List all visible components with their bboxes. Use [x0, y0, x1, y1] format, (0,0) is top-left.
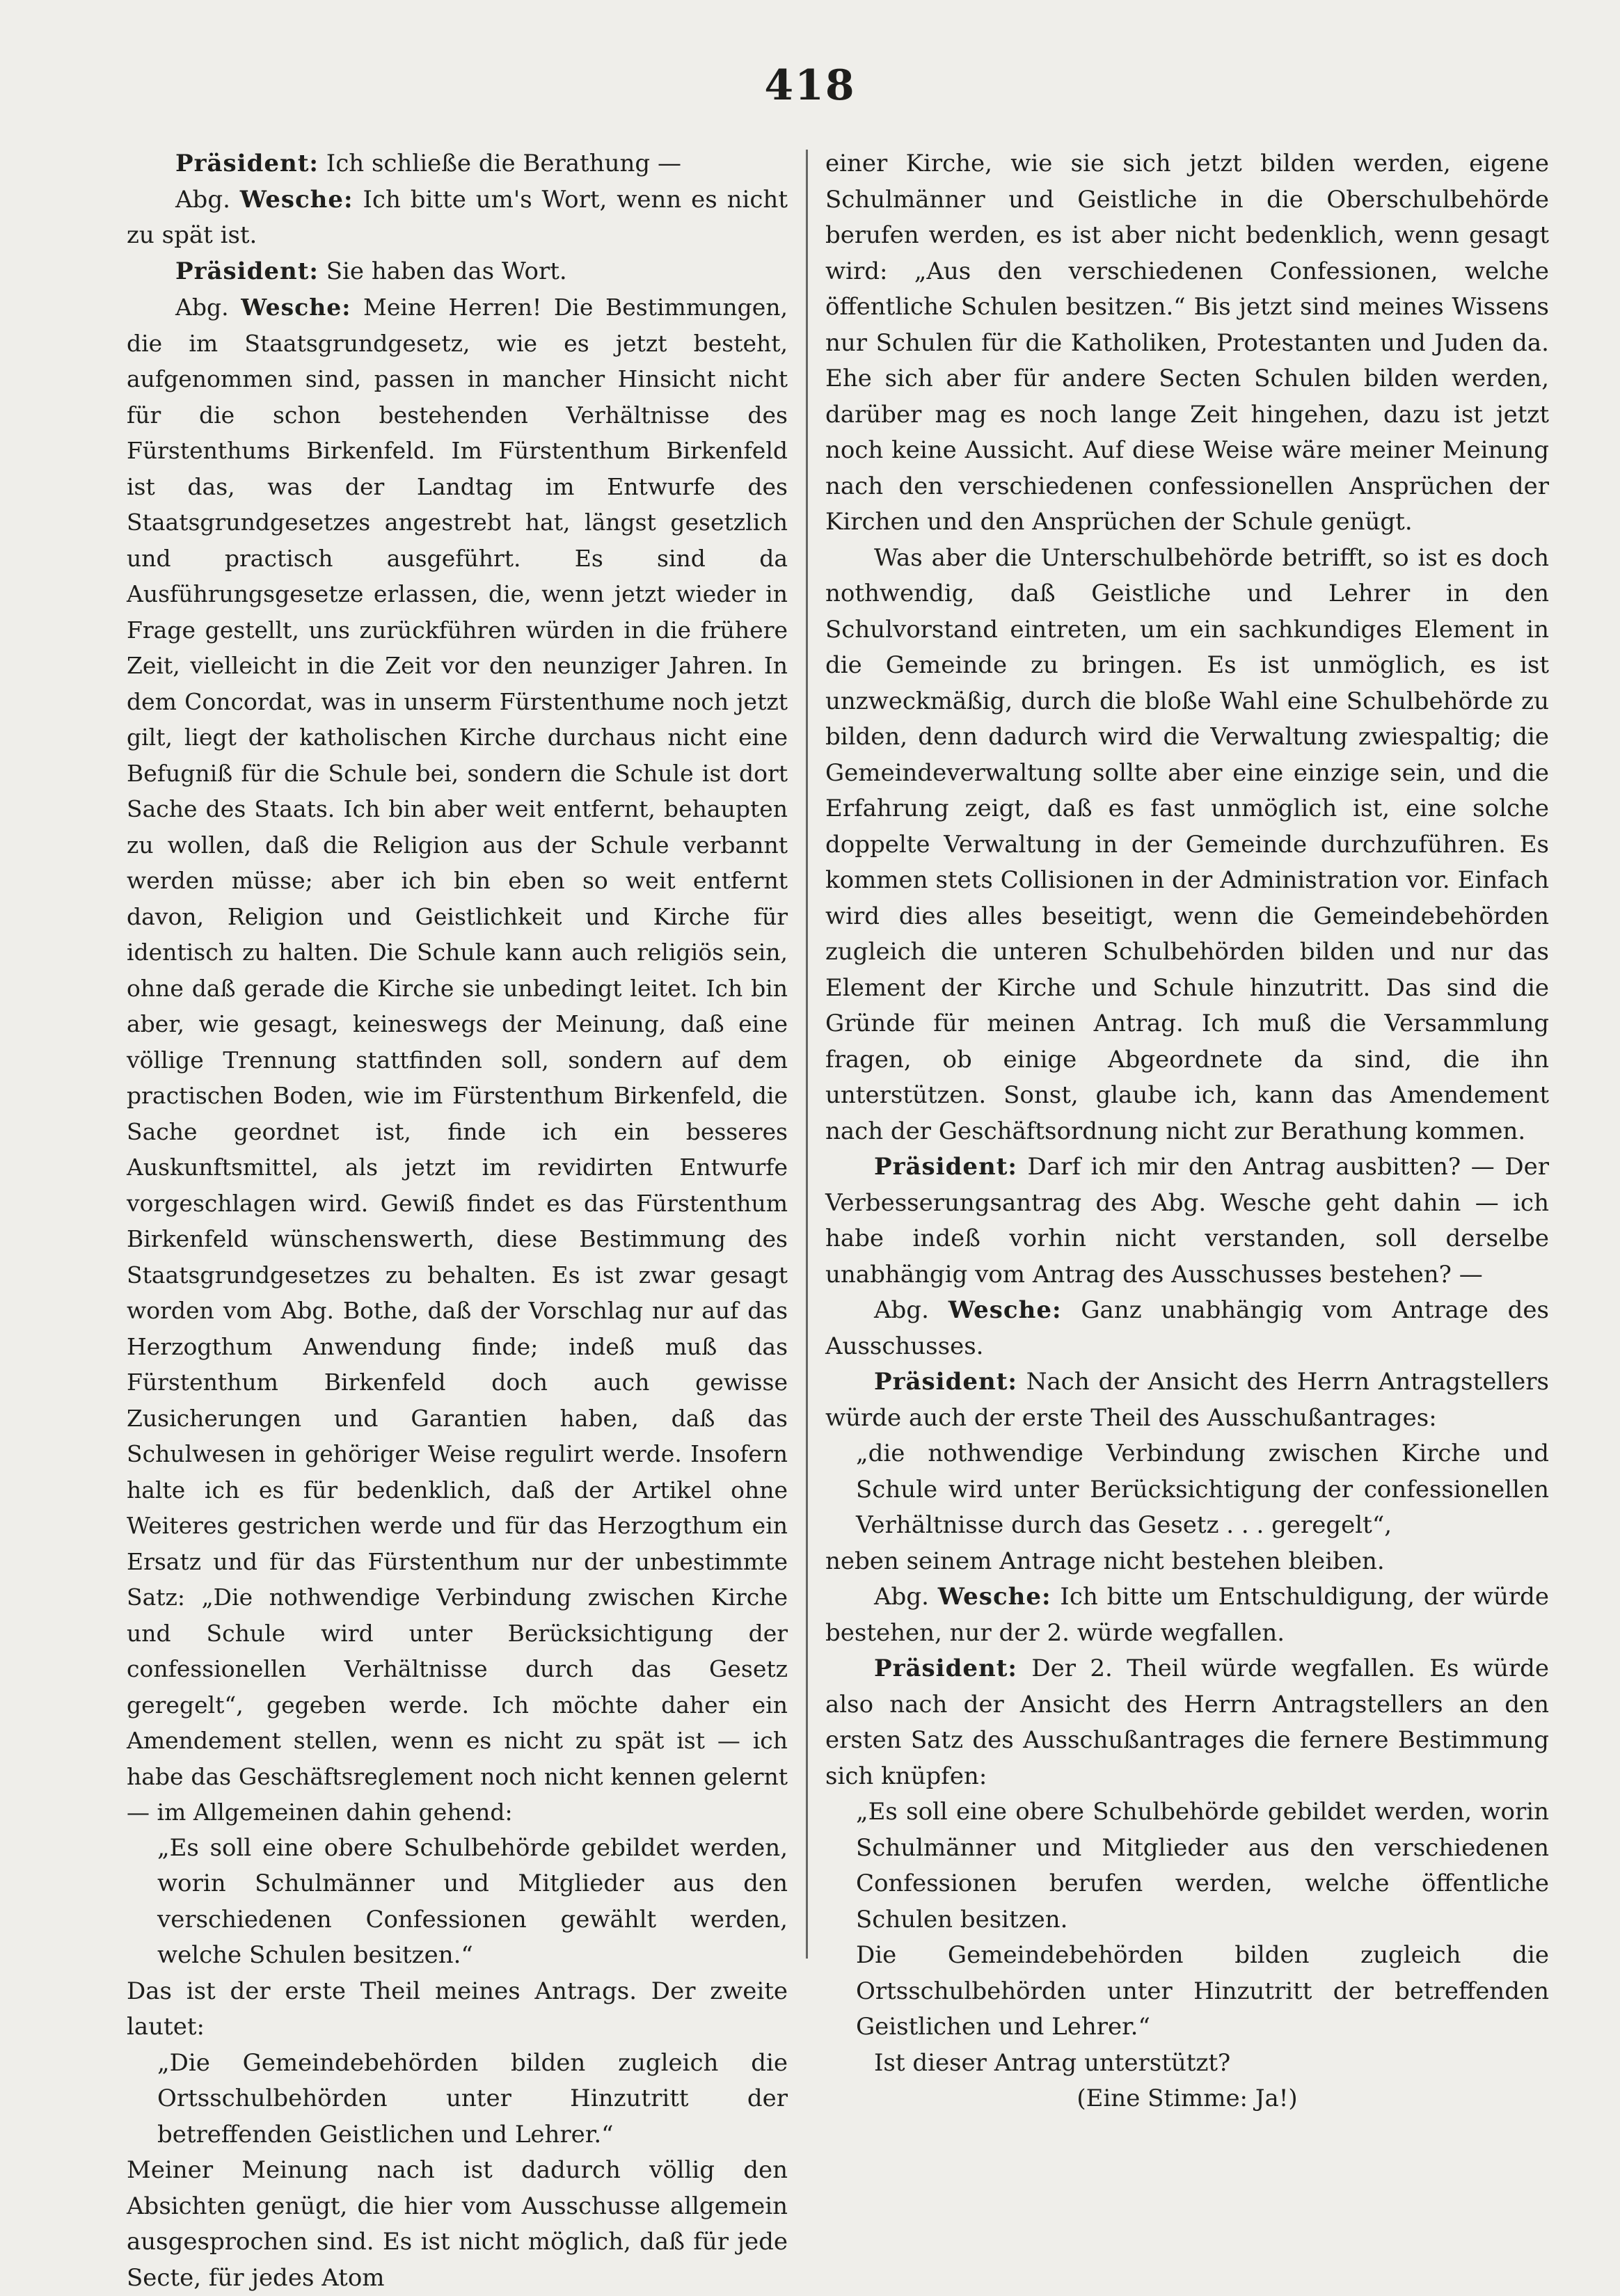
- paragraph: [825, 1579, 1549, 1651]
- paragraph: [127, 182, 788, 254]
- speaker-name: Präsident:: [175, 150, 319, 177]
- speaker-name: Wesche:: [948, 1296, 1062, 1324]
- quoted-amendment: „Die Gemeindebehörden bilden zugleich die Ortsschulbehörden unter Hinzutritt der betreffenden Geistlichen und Lehrer.“: [157, 2048, 788, 2148]
- page-number: 418: [764, 61, 856, 110]
- speech-text: Der 2. Theil würde wegfallen. Es würde also nach der Ansicht des Herrn Antragstellers an den ersten Satz des Ausschußantrages die fernere Bestimmung sich knüpfen:: [825, 1655, 1549, 1790]
- paragraph: Ist dieser Antrag unterstützt?: [874, 2048, 1231, 2077]
- speaker-name: Präsident:: [175, 257, 319, 285]
- paragraph: [825, 1293, 1549, 1364]
- speech-text: Ganz unabhängig vom Antrage des Ausschusses.: [825, 1296, 1550, 1360]
- paragraph: neben seinem Antrage nicht bestehen bleiben.: [825, 1547, 1385, 1575]
- quoted-amendment: „Es soll eine obere Schulbehörde gebildet werden, worin Schulmänner und Mitglieder aus den verschiedenen Confessionen berufen werden, welche öffentliche Schulen besitzen.: [856, 1798, 1549, 1934]
- column-divider: [806, 150, 808, 1959]
- speaker-name: Wesche:: [241, 294, 351, 321]
- speaker-role: Abg.: [874, 1296, 948, 1324]
- paragraph: [825, 1149, 1549, 1293]
- paragraph: Das ist der erste Theil meines Antrags. Der zweite lautet:: [127, 1977, 788, 2041]
- speaker-name: Präsident:: [874, 1368, 1017, 1396]
- paragraph: [127, 289, 788, 1831]
- paragraph: [127, 146, 788, 182]
- speaker-name: Wesche:: [937, 1583, 1051, 1611]
- speaker-role: Abg.: [175, 294, 241, 321]
- speech-text: Ich schließe die Berathung —: [318, 150, 681, 177]
- speaker-role: Abg.: [175, 185, 240, 214]
- paragraph: einer Kirche, wie sie sich jetzt bilden werden, eigene Schulmänner und Geistliche in die Oberschulbehörde berufen werden, es ist aber nicht bedenklich, wenn gesagt wird: „Aus den verschiedenen Confessionen, welche öffentliche Schulen besitzen.“ Bis jetzt sind meines Wissens nur Schulen für die Katholiken, Protestanten und Juden da. Ehe sich aber für andere Secten Schulen bilden werden, darüber mag es noch lange Zeit hingehen, dazu ist jetzt noch keine Aussicht. Auf diese Weise wäre meiner Meinung nach den verschiedenen confessionellen Ansprüchen der Kirchen und den Ansprüchen der Schule genügt.: [825, 150, 1549, 536]
- speech-text: Ich bitte um's Wort, wenn es nicht zu spät ist.: [127, 185, 788, 249]
- speech-text: Ich bitte um Entschuldigung, der würde bestehen, nur der 2. würde wegfallen.: [825, 1583, 1549, 1647]
- quoted-amendment: „die nothwendige Verbindung zwischen Kirche und Schule wird unter Berücksichtigung der confessionellen Verhältnisse durch das Gesetz . . . geregelt“,: [856, 1440, 1549, 1539]
- speaker-name: Präsident:: [874, 1153, 1017, 1181]
- paragraph: Meiner Meinung nach ist dadurch völlig den Absichten genügt, die hier vom Ausschusse allgemein ausgesprochen sind. Es ist nicht möglich, daß für jede Secte, für jedes Atom: [127, 2156, 788, 2292]
- paragraph: [825, 1364, 1549, 1436]
- speech-text: Sie haben das Wort.: [318, 257, 567, 285]
- paragraph: [127, 254, 788, 290]
- paragraph: [825, 1651, 1549, 1794]
- speaker-name: Präsident:: [874, 1655, 1017, 1682]
- left-column: [127, 146, 788, 2296]
- right-column: [825, 146, 1549, 2117]
- speech-text: Nach der Ansicht des Herrn Antragstellers würde auch der erste Theil des Ausschußantrages:: [825, 1368, 1549, 1432]
- interjection: (Eine Stimme: Ja!): [1077, 2084, 1298, 2112]
- paragraph: Was aber die Unterschulbehörde betrifft, so ist es doch nothwendig, daß Geistliche und Lehrer in den Schulvorstand eintreten, um ein sachkundiges Element in die Gemeinde zu bringen. Es ist unmöglich, es ist unzweckmäßig, durch die bloße Wahl eine Schulbehörde zu bilden, denn dadurch wird die Verwaltung zwiespaltig; die Gemeindeverwaltung sollte aber eine einzige sein, und die Erfahrung zeigt, daß es fast unmöglich ist, eine solche doppelte Verwaltung in der Gemeinde durchzuführen. Es kommen stets Collisionen in der Administration vor. Einfach wird dies alles beseitigt, wenn die Gemeindebehörden zugleich die unteren Schulbehörden bilden und nur das Element der Kirche und Schule hinzutritt. Das sind die Gründe für meinen Antrag. Ich muß die Versammlung fragen, ob einige Abgeordnete da sind, die ihn unterstützen. Sonst, glaube ich, kann das Amendement nach der Geschäftsordnung nicht zur Berathung kommen.: [825, 543, 1549, 1145]
- speaker-role: Abg.: [874, 1583, 938, 1611]
- quoted-amendment: Die Gemeindebehörden bilden zugleich die Ortsschulbehörden unter Hinzutritt der betreffenden Geistlichen und Lehrer.“: [856, 1941, 1549, 2041]
- speaker-name: Wesche:: [239, 185, 354, 214]
- quoted-amendment: „Es soll eine obere Schulbehörde gebildet werden, worin Schulmänner und Mitglieder aus den verschiedenen Confessionen gewählt werden, welche Schulen besitzen.“: [157, 1833, 788, 1969]
- speech-text: Meine Herren! Die Bestimmungen, die im Staatsgrundgesetz, wie es jetzt besteht, aufgenommen sind, passen in mancher Hinsicht nicht für die schon bestehenden Verhältnisse des Fürstenthums Birkenfeld. Im Fürstenthum Birkenfeld ist das, was der Landtag im Entwurfe des Staatsgrundgesetzes angestrebt hat, längst gesetzlich und practisch ausgeführt. Es sind da Ausführungsgesetze erlassen, die, wenn jetzt wieder in Frage gestellt, uns zurückführen würden in die frühere Zeit, vielleicht in die Zeit vor den neunziger Jahren. In dem Concordat, was in unserm Fürstenthume noch jetzt gilt, liegt der katholischen Kirche durchaus nicht eine Befugniß für die Schule bei, sondern die Schule ist dort Sache des Staats. Ich bin aber weit entfernt, behaupten zu wollen, daß die Religion aus der Schule verbannt werden müsse; aber ich bin eben so weit entfernt davon, Religion und Geistlichkeit und Kirche für identisch zu halten. Die Schule kann auch religiös sein, ohne daß gerade die Kirche sie unbedingt leitet. Ich bin aber, wie gesagt, keineswegs der Meinung, daß eine völlige Trennung stattfinden soll, sondern auf dem practischen Boden, wie im Fürstenthum Birkenfeld, die Sache geordnet ist, finde ich ein besseres Auskunftsmittel, als jetzt im revidirten Entwurfe vorgeschlagen wird. Gewiß findet es das Fürstenthum Birkenfeld wünschenswerth, diese Bestimmung des Staatsgrundgesetzes zu behalten. Es ist zwar gesagt worden vom Abg. Bothe, daß der Vorschlag nur auf das Herzogthum Anwendung finde; indeß muß das Fürstenthum Birkenfeld doch auch gewisse Zusicherungen und Garantien haben, daß das Schulwesen in gehöriger Weise regulirt werde. Insofern halte ich es für bedenklich, daß der Artikel ohne Weiteres gestrichen werde und für das Herzogthum ein Ersatz und für das Fürstenthum nur der unbestimmte Satz: „Die nothwendige Verbindung zwischen Kirche und Schule wird unter Berücksichtigung der confessionellen Verhältnisse durch das Gesetz geregelt“, gegeben werde. Ich möchte daher ein Amendement stellen, wenn es nicht zu spät ist — ich habe das Geschäftsreglement noch nicht kennen gelernt — im Allgemeinen dahin gehend:: [127, 294, 788, 1826]
- speech-text: Darf ich mir den Antrag ausbitten? — Der Verbesserungsantrag des Abg. Wesche geht dahin — ich habe indeß vorhin nicht verstanden, soll derselbe unabhängig vom Antrag des Ausschusses bestehen? —: [825, 1153, 1549, 1289]
